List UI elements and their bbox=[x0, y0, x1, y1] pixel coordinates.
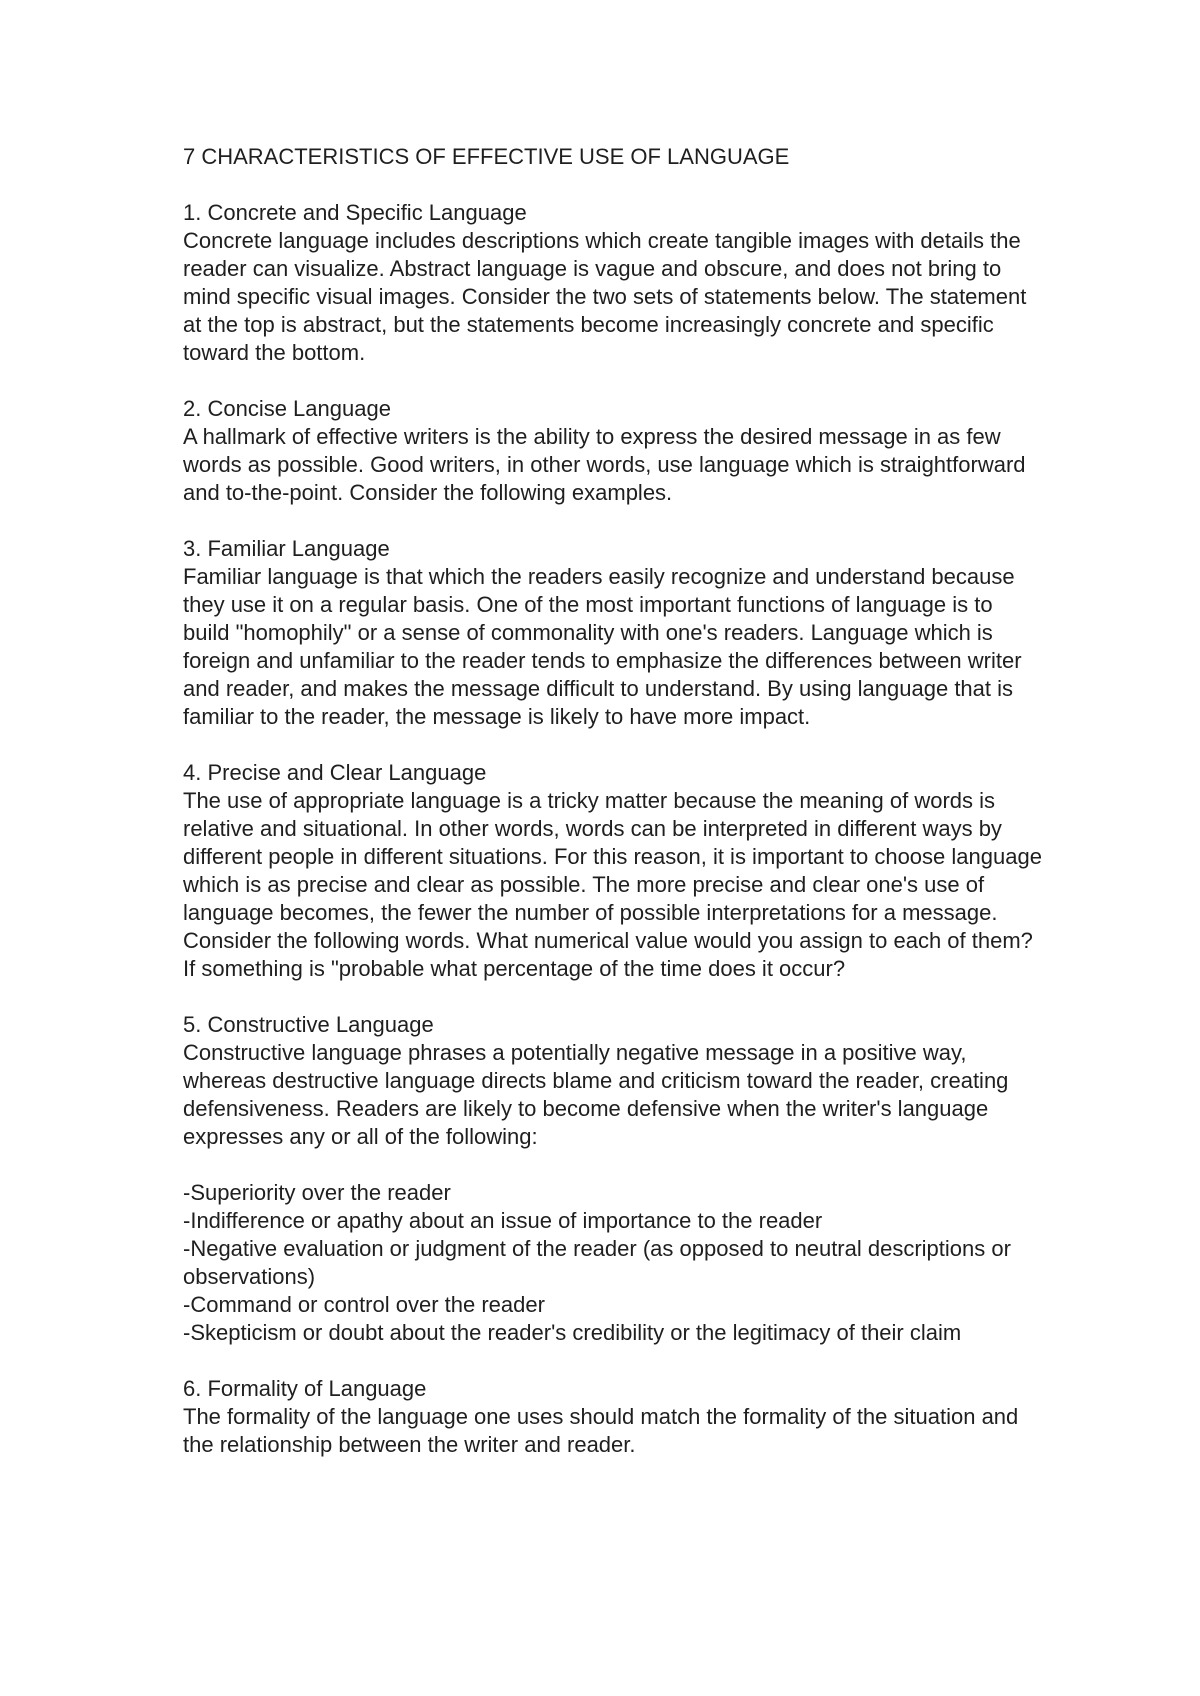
section-heading: 6. Formality of Language bbox=[183, 1376, 427, 1401]
section-heading: 5. Constructive Language bbox=[183, 1012, 434, 1037]
section-body: The use of appropriate language is a tricky matter because the meaning of words is relative and situational. In other words, words can be interpreted in different ways by different people in different situations. For this reason, it is important to choose language which is as precise and clear as possible. The more precise and clear one's use of language becomes, the fewer the number of possible interpretations for a message. Consider the following words. What numerical value would you assign to each of them? If something is "probable what percentage of the time does it occur? bbox=[183, 788, 1042, 981]
section-precise-clear-language bbox=[183, 759, 1043, 983]
section-concise-language bbox=[183, 395, 1043, 507]
section-familiar-language bbox=[183, 535, 1043, 731]
document-page bbox=[183, 143, 1043, 1487]
section-heading: 1. Concrete and Specific Language bbox=[183, 200, 527, 225]
section-body: The formality of the language one uses should match the formality of the situation and the relationship between the writer and reader. bbox=[183, 1404, 1019, 1457]
list-item: -Negative evaluation or judgment of the reader (as opposed to neutral descriptions or observations) bbox=[183, 1236, 1011, 1289]
section-formality-language bbox=[183, 1375, 1043, 1459]
section-concrete-language bbox=[183, 199, 1043, 367]
section-heading: 2. Concise Language bbox=[183, 396, 391, 421]
section-heading: 3. Familiar Language bbox=[183, 536, 390, 561]
section-body: Constructive language phrases a potentially negative message in a positive way, whereas destructive language directs blame and criticism toward the reader, creating defensiveness. Readers are likely to become defensive when the writer's language expresses any or all of the following: bbox=[183, 1040, 1009, 1149]
section-heading: 4. Precise and Clear Language bbox=[183, 760, 487, 785]
list-item: -Indifference or apathy about an issue of importance to the reader bbox=[183, 1208, 823, 1233]
list-item: -Skepticism or doubt about the reader's credibility or the legitimacy of their claim bbox=[183, 1320, 962, 1345]
list-item: -Superiority over the reader bbox=[183, 1180, 451, 1205]
section-body: Concrete language includes descriptions which create tangible images with details the reader can visualize. Abstract language is vague and obscure, and does not bring to mind specific visual images. Consider the two sets of statements below. The statement at the top is abstract, but the statements become increasingly concrete and specific toward the bottom. bbox=[183, 228, 1027, 365]
section-body: A hallmark of effective writers is the ability to express the desired message in as few words as possible. Good writers, in other words, use language which is straightforward and to-the-point. Consider the following examples. bbox=[183, 424, 1026, 505]
document-title: 7 CHARACTERISTICS OF EFFECTIVE USE OF LANGUAGE bbox=[183, 144, 790, 169]
list-item: -Command or control over the reader bbox=[183, 1292, 545, 1317]
defensiveness-list bbox=[183, 1179, 1043, 1347]
section-body: Familiar language is that which the readers easily recognize and understand because they use it on a regular basis. One of the most important functions of language is to build "homophily" or a sense of commonality with one's readers. Language which is foreign and unfamiliar to the reader tends to emphasize the differences between writer and reader, and makes the message difficult to understand. By using language that is familiar to the reader, the message is likely to have more impact. bbox=[183, 564, 1022, 729]
section-constructive-language bbox=[183, 1011, 1043, 1347]
